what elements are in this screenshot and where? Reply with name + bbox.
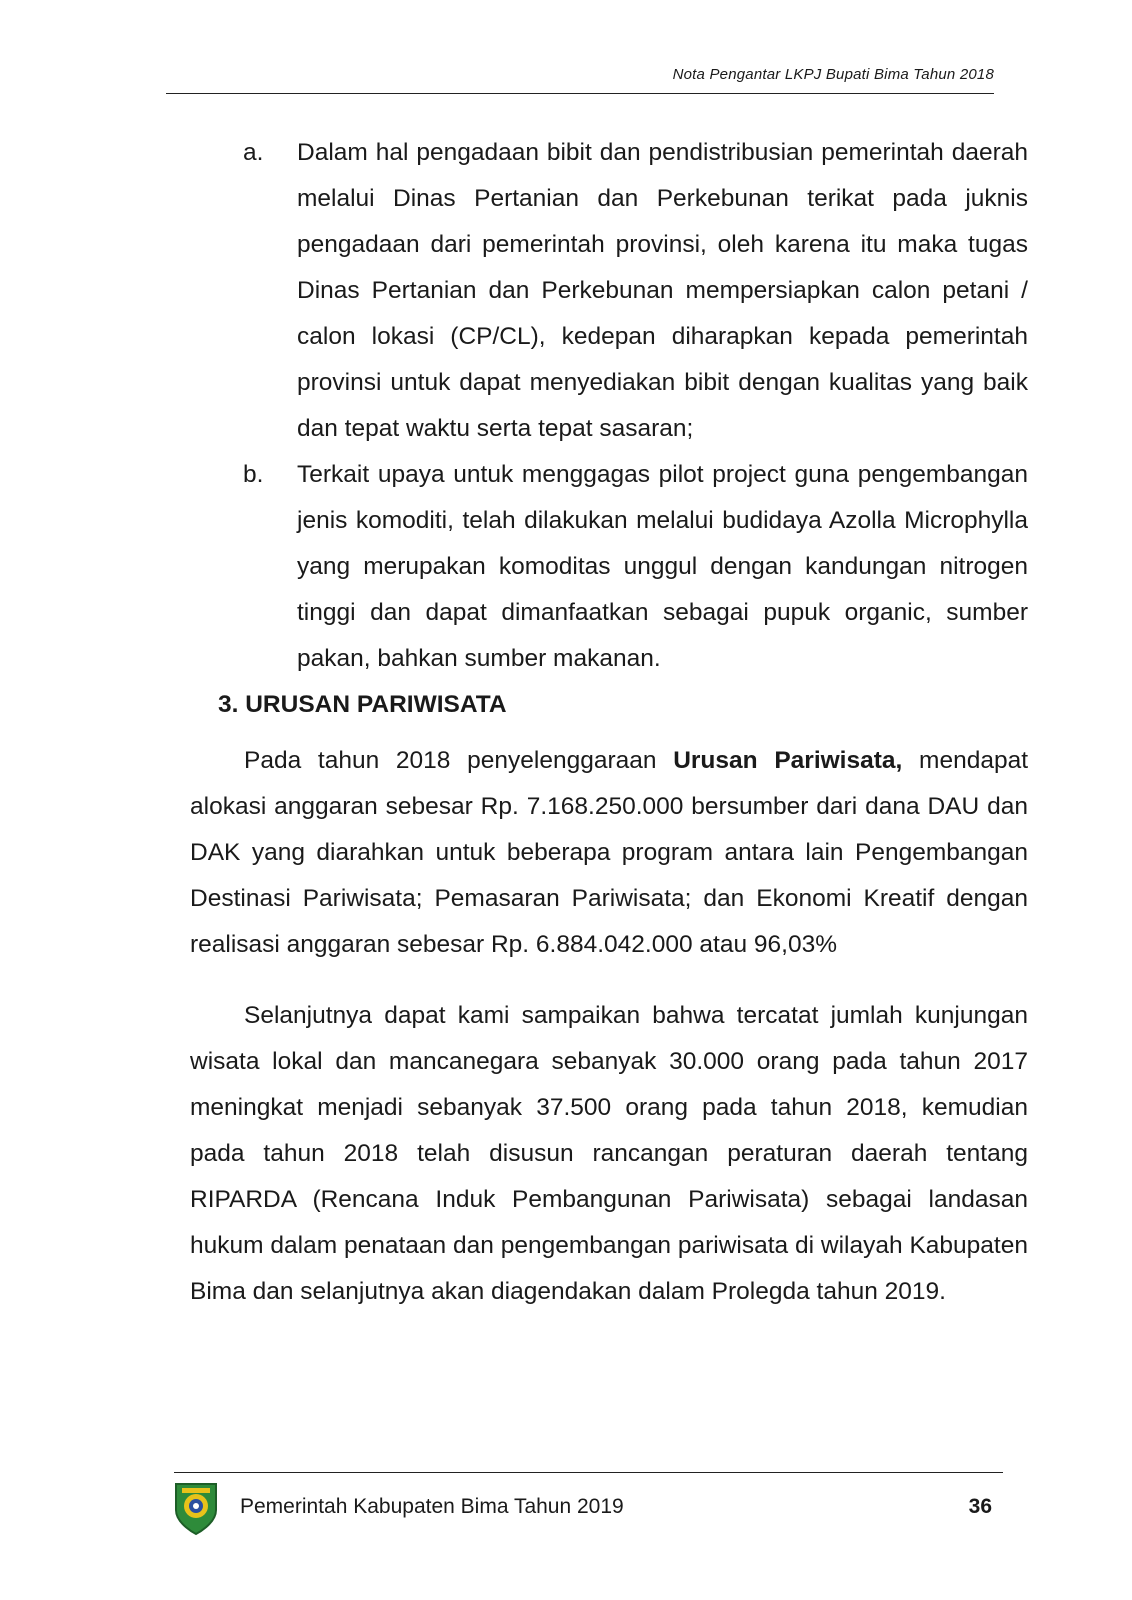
list-item-text: Dalam hal pengadaan bibit dan pendistribusian pemerintah daerah melalui Dinas Pertanian dan Perkebunan terikat pada juknis pengadaan dari pemerintah provinsi, oleh karena itu maka tugas Dinas Pertanian dan Perkebunan mempersiapkan calon petani / calon lokasi (CP/CL), kedepan diharapkan kepada pemerintah provinsi untuk dapat menyediakan bibit dengan kualitas yang baik dan tepat waktu serta tepat sasaran;	[297, 139, 1028, 442]
running-header: Nota Pengantar LKPJ Bupati Bima Tahun 2018	[672, 66, 994, 83]
list-item	[190, 452, 1028, 682]
footer-text: Pemerintah Kabupaten Bima Tahun 2019	[240, 1495, 624, 1518]
list-item-text: Terkait upaya untuk menggagas pilot project guna pengembangan jenis komoditi, telah dilakukan melalui budidaya Azolla Microphylla yang merupakan komoditas unggul dengan kandungan nitrogen tinggi dan dapat dimanfaatkan sebagai pupuk organic, sumber pakan, bahkan sumber makanan.	[297, 461, 1028, 672]
page-number: 36	[968, 1495, 992, 1518]
paragraph-budget	[190, 738, 1028, 968]
paragraph-text: mendapat alokasi anggaran sebesar Rp. 7.168.250.000 bersumber dari dana DAU dan DAK yang diarahkan untuk beberapa program antara lain Pengembangan Destinasi Pariwisata; Pemasaran Pariwisata; dan Ekonomi Kreatif dengan realisasi anggaran sebesar Rp. 6.884.042.000 atau 96,03%	[190, 747, 1029, 958]
list-item	[190, 130, 1028, 452]
list-marker: a.	[243, 139, 264, 166]
paragraph-text: Pada tahun 2018 penyelenggaraan	[244, 747, 674, 774]
footer-divider	[174, 1472, 1003, 1473]
header-divider	[166, 93, 994, 94]
paragraph-visits: Selanjutnya dapat kami sampaikan bahwa tercatat jumlah kunjungan wisata lokal dan mancanegara sebanyak 30.000 orang pada tahun 2017 meningkat menjadi sebanyak 37.500 orang pada tahun 2018, kemudian pada tahun 2018 telah disusun rancangan peraturan daerah tentang RIPARDA (Rencana Induk Pembangunan Pariwisata) sebagai landasan hukum dalam penataan dan pengembangan pariwisata di wilayah Kabupaten Bima dan selanjutnya akan diagendakan dalam Prolegda tahun 2019.	[190, 1001, 1028, 1305]
page-content	[190, 130, 1028, 1339]
list-marker: b.	[243, 461, 264, 488]
section-heading: 3. URUSAN PARIWISATA	[218, 691, 507, 718]
bold-term: Urusan Pariwisata,	[673, 747, 903, 774]
kabupaten-bima-emblem-icon	[172, 1480, 220, 1536]
